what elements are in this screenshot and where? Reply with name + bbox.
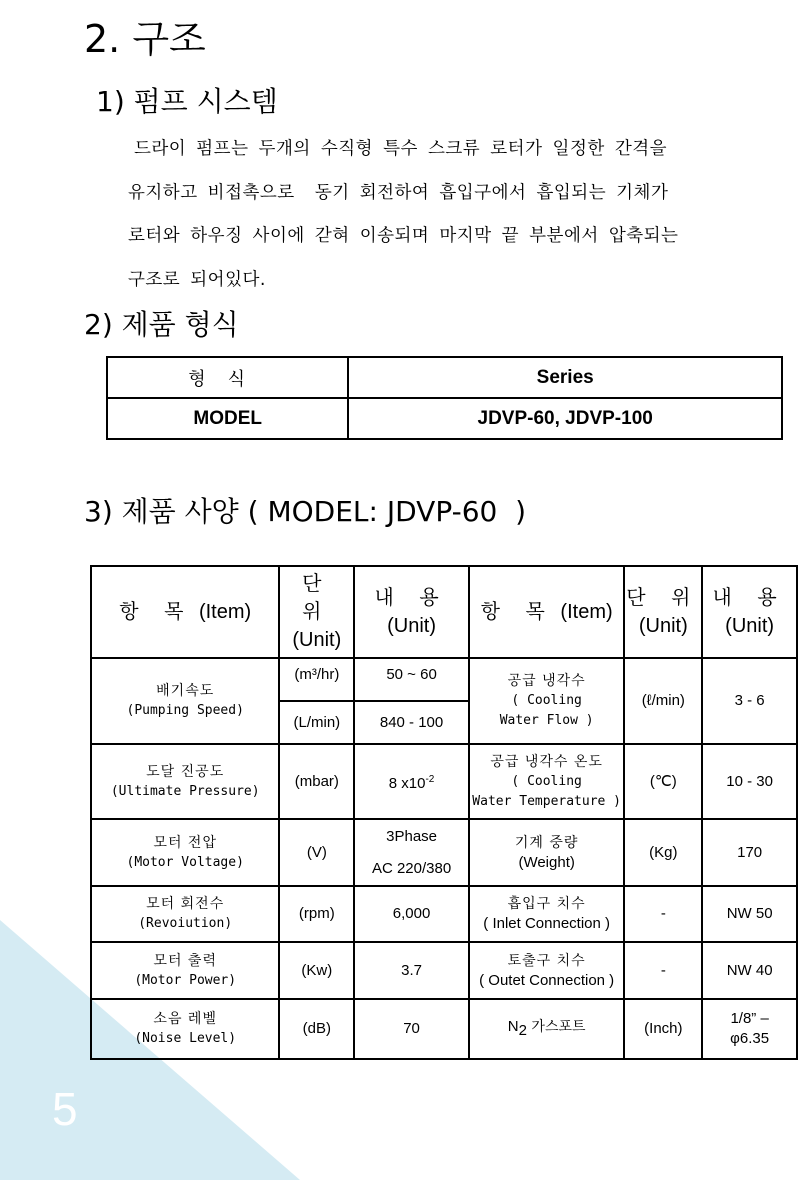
motor-voltage-value	[354, 819, 469, 886]
noise-level-unit: (dB)	[279, 999, 354, 1059]
pumping-speed-value-lmin: 840 - 100	[354, 701, 469, 744]
motor-rotation-unit: (rpm)	[279, 886, 354, 942]
product-type-table	[106, 356, 783, 440]
cell-text: 가스포트	[526, 1019, 586, 1036]
cell-text: 모터 전압	[153, 834, 217, 851]
item-header	[469, 566, 625, 658]
motor-power-name	[91, 942, 279, 999]
cell-text: 소음 레벨	[153, 1011, 217, 1027]
page-title: 2. 구조	[84, 17, 206, 61]
ultimate-pressure-value	[354, 744, 469, 819]
cell-text: (Pumping Speed)	[126, 703, 244, 718]
cell-text: 토출구 치수	[507, 952, 586, 969]
content-header	[702, 566, 797, 658]
paragraph-line: 로터와 하우징 사이에 갇혀 이송되며 마지막 끝 부분에서 압축되는	[128, 226, 679, 246]
content-header	[354, 566, 469, 658]
outlet-connection-unit: -	[624, 942, 702, 999]
cell-text: 흡입구 치수	[507, 896, 586, 912]
cooling-water-temp-unit: (℃)	[624, 744, 702, 819]
cell-text: ( Cooling	[511, 773, 582, 789]
inlet-connection-value: NW 50	[702, 886, 797, 942]
table-row	[91, 886, 797, 942]
weight-name	[469, 819, 625, 886]
section-title-pump-system: 1) 펌프 시스템	[96, 85, 278, 118]
ultimate-pressure-name	[91, 744, 279, 819]
cell-text: 공급 냉각수 온도	[490, 753, 603, 770]
table-row	[107, 357, 782, 398]
cell-text: (Motor Voltage)	[126, 854, 244, 870]
table-row	[91, 999, 797, 1059]
noise-level-value: 70	[354, 999, 469, 1059]
cell-text: 2	[518, 1022, 527, 1040]
cell-text: φ6.35	[730, 1030, 770, 1047]
n2-gas-port-unit: (Inch)	[624, 999, 702, 1059]
cell-text: 내 용	[712, 587, 787, 609]
model-value-cell: JDVP-60, JDVP-100	[348, 398, 782, 439]
cell-text: 단 위	[302, 573, 332, 623]
cell-text: (Unit)	[725, 615, 775, 637]
inlet-connection-name	[469, 886, 625, 942]
motor-voltage-unit: (V)	[279, 819, 354, 886]
cell-text: ( Cooling	[511, 693, 582, 708]
paragraph-line: 구조로 되어있다.	[128, 269, 266, 290]
cell-text: (Item)	[560, 601, 613, 623]
section-title-specifications: 3) 제품 사양 ( MODEL: JDVP-60 )	[84, 495, 527, 528]
cell-text: 공급 냉각수	[507, 673, 586, 689]
pumping-speed-unit-m3: (m³/hr)	[279, 658, 354, 701]
unit-header	[624, 566, 702, 658]
cooling-water-temp-name	[469, 744, 625, 819]
cell-text: 도달 진공도	[146, 763, 225, 780]
cell-text: 모터 회전수	[146, 896, 225, 912]
cell-text: (Revoiution)	[138, 916, 233, 931]
table-row	[91, 658, 797, 701]
pumping-speed-value-m3: 50 ~ 60	[354, 658, 469, 701]
table-row	[91, 942, 797, 999]
specifications-table	[90, 565, 798, 1060]
cell-text: ( Inlet Connection )	[483, 915, 611, 932]
cell-text: (Weight)	[518, 853, 575, 871]
pump-system-paragraph	[128, 128, 788, 302]
cell-text: AC 220/380	[371, 859, 452, 877]
cell-text: 내 용	[374, 587, 449, 609]
cell-text: 3Phase	[386, 827, 437, 845]
motor-voltage-name	[91, 819, 279, 886]
ultimate-pressure-unit: (mbar)	[279, 744, 354, 819]
table-header-row	[91, 566, 797, 658]
cooling-water-temp-value: 10 - 30	[702, 744, 797, 819]
cell-text: (Unit)	[292, 629, 342, 651]
cell-text: N	[507, 1018, 519, 1036]
noise-level-name	[91, 999, 279, 1059]
paragraph-line: 드라이 펌프는 두개의 수직형 특수 스크류 로터가 일정한 간격을	[134, 139, 668, 159]
cell-text: 8 x10	[388, 774, 426, 792]
cooling-water-flow-unit: (ℓ/min)	[624, 658, 702, 744]
page-number: 5	[52, 1083, 78, 1135]
cooling-water-flow-value: 3 - 6	[702, 658, 797, 744]
weight-value: 170	[702, 819, 797, 886]
pumping-speed-unit-lmin: (L/min)	[279, 701, 354, 744]
weight-unit: (Kg)	[624, 819, 702, 886]
motor-rotation-name	[91, 886, 279, 942]
n2-gas-port-name	[469, 999, 625, 1059]
cell-text: -2	[425, 773, 435, 785]
item-header	[91, 566, 279, 658]
cell-text: Water Flow )	[499, 713, 594, 728]
outlet-connection-name	[469, 942, 625, 999]
cell-text: (Ultimate Pressure)	[110, 783, 260, 799]
cell-text: 단 위	[626, 587, 701, 609]
model-label-cell: MODEL	[107, 398, 348, 439]
section-title-product-type: 2) 제품 형식	[84, 308, 239, 341]
cell-text: (Unit)	[387, 615, 436, 637]
motor-power-unit: (Kw)	[279, 942, 354, 999]
cell-text: 1/8” –	[730, 1010, 769, 1027]
cell-text: (Item)	[198, 601, 252, 623]
series-header-cell: Series	[348, 357, 782, 398]
outlet-connection-value: NW 40	[702, 942, 797, 999]
cell-text: (Unit)	[638, 615, 688, 637]
pumping-speed-name	[91, 658, 279, 744]
cell-text: 배기속도	[156, 683, 215, 699]
cell-text: Water Temperature )	[472, 793, 622, 809]
table-row	[91, 744, 797, 819]
unit-header	[279, 566, 354, 658]
cell-text: (Motor Power)	[134, 972, 237, 988]
cell-text: 항 목	[480, 601, 555, 623]
motor-power-value: 3.7	[354, 942, 469, 999]
paragraph-line: 유지하고 비접촉으로 동기 회전하여 흡입구에서 흡입되는 기체가	[128, 182, 669, 203]
cell-text: ( Outet Connection )	[479, 971, 615, 989]
cell-text: 기계 중량	[514, 834, 579, 851]
table-row	[91, 819, 797, 886]
cooling-water-flow-name	[469, 658, 625, 744]
inlet-connection-unit: -	[624, 886, 702, 942]
motor-rotation-value: 6,000	[354, 886, 469, 942]
n2-gas-port-value	[702, 999, 797, 1059]
table-row	[107, 398, 782, 439]
type-header-cell: 형식	[107, 357, 348, 398]
cell-text: 모터 출력	[153, 952, 217, 969]
cell-text: 항 목	[119, 601, 194, 623]
cell-text: (Noise Level)	[134, 1031, 237, 1046]
